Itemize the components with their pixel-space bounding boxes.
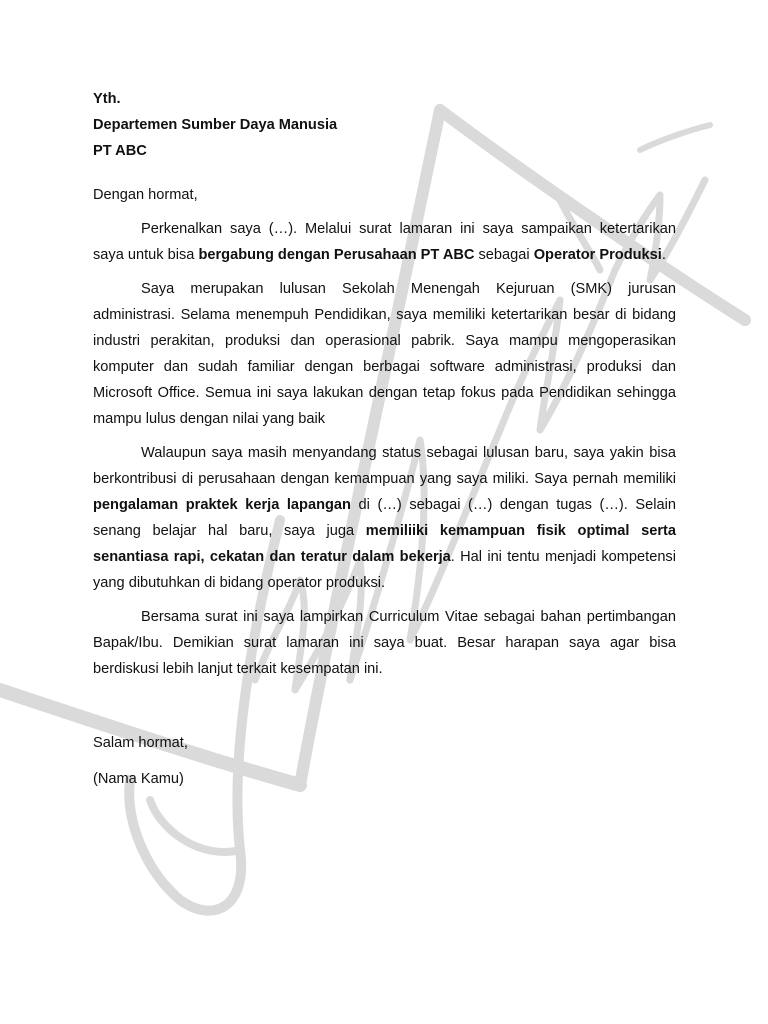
watermark-stroke [150, 800, 240, 852]
recipient-company: PT ABC [93, 143, 147, 159]
cover-letter [93, 86, 676, 792]
recipient-address [93, 86, 676, 164]
paragraph-closing: Bersama surat ini saya lampirkan Curriculum Vitae sebagai bahan pertimbangan Bapak/Ibu. Demikian surat lamaran ini saya buat. Besar harapan saya agar bisa berdiskusi lebih lanjut terkait kesempatan ini. [93, 609, 676, 677]
paragraph-education: Saya merupakan lulusan Sekolah Menengah Kejuruan (SMK) jurusan administrasi. Selama menempuh Pendidikan, saya memiliki ketertarikan besar di bidang industri perakitan, produksi dan operasional pabrik. Saya mampu mengoperasikan komputer dan sudah familiar dengan berbagai software administrasi, produksi dan Microsoft Office. Semua ini saya lakukan dengan tetap fokus pada Pendidikan sehingga mampu lulus dengan nilai yang baik [93, 281, 676, 427]
paragraph-introduction: Perkenalkan saya (…). Melalui surat lamaran ini saya sampaikan ketertarikan saya untuk bisa bergabung dengan Perusahaan PT ABC sebagai Operator Produksi. [93, 221, 676, 263]
signature-name: (Nama Kamu) [93, 771, 184, 787]
greeting: Dengan hormat, [93, 187, 198, 203]
closing-salutation: Salam hormat, [93, 735, 188, 751]
paragraph-experience: Walaupun saya masih menyandang status sebagai lulusan baru, saya yakin bisa berkontribusi di perusahaan dengan kemampuan yang saya miliki. Saya pernah memiliki pengalaman praktek kerja lapangan di (…) sebagai (…) dengan tugas (…). Selain senang belajar hal baru, saya juga memiliiki kemampuan fisik optimal serta senantiasa rapi, cekatan dan teratur dalam bekerja. Hal ini tentu menjadi kompetensi yang dibutuhkan di bidang operator produksi. [93, 445, 676, 591]
recipient-salutation: Yth. [93, 91, 121, 107]
recipient-department: Departemen Sumber Daya Manusia [93, 117, 338, 133]
